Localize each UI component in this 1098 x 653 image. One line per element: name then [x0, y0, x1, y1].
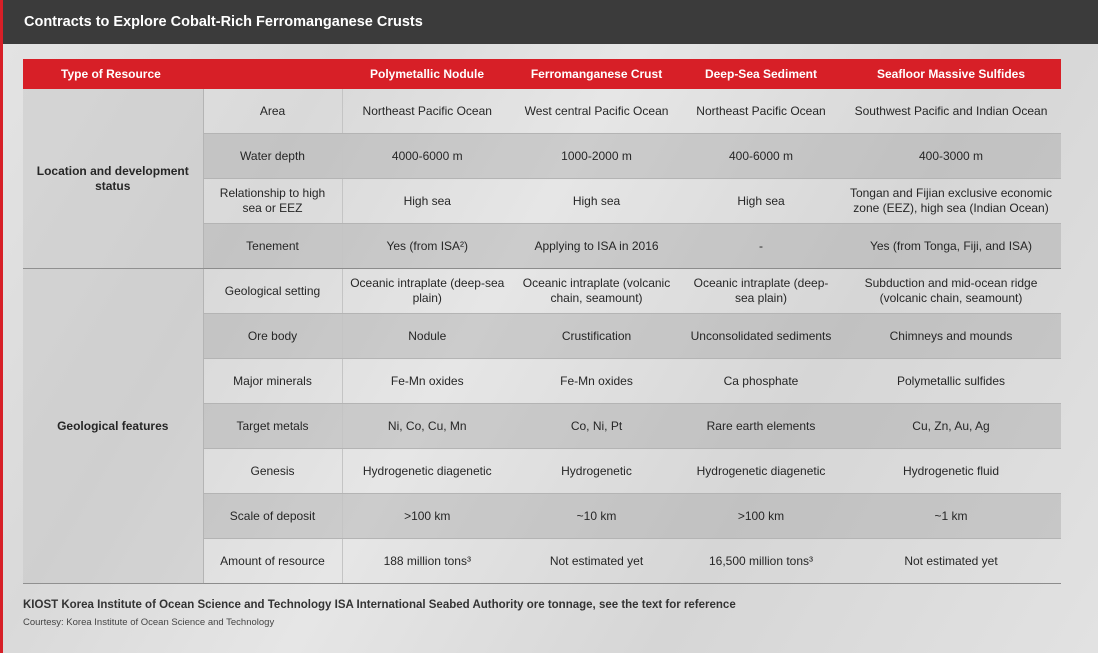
table-cell: Chimneys and mounds	[841, 314, 1061, 359]
table-cell: High sea	[681, 179, 841, 224]
row-label: Amount of resource	[203, 539, 342, 584]
column-header: Ferromanganese Crust	[512, 59, 681, 89]
table-cell: -	[681, 224, 841, 269]
credit-line: Courtesy: Korea Institute of Ocean Science and Technology	[23, 617, 275, 628]
table-cell: Co, Ni, Pt	[512, 404, 681, 449]
table-cell: 1000-2000 m	[512, 134, 681, 179]
table-row	[23, 269, 1061, 314]
row-label: Relationship to high sea or EEZ	[203, 179, 342, 224]
accent-stripe	[0, 0, 3, 653]
table-cell: 16,500 million tons³	[681, 539, 841, 584]
table-cell: Polymetallic sulfides	[841, 359, 1061, 404]
table-cell: ~10 km	[512, 494, 681, 539]
table-cell: Oceanic intraplate (deep-sea plain)	[681, 269, 841, 314]
table-body	[23, 89, 1061, 584]
table-cell: Hydrogenetic	[512, 449, 681, 494]
table-cell: Northeast Pacific Ocean	[342, 89, 512, 134]
page-title: Contracts to Explore Cobalt-Rich Ferromanganese Crusts	[24, 14, 423, 30]
table-cell: Fe-Mn oxides	[342, 359, 512, 404]
column-header: Deep-Sea Sediment	[681, 59, 841, 89]
table-cell: Hydrogenetic diagenetic	[342, 449, 512, 494]
category-cell: Location and development status	[23, 89, 203, 269]
column-header: Seafloor Massive Sulfides	[841, 59, 1061, 89]
table-cell: Hydrogenetic fluid	[841, 449, 1061, 494]
row-label: Scale of deposit	[203, 494, 342, 539]
table-cell: Oceanic intraplate (volcanic chain, seamount)	[512, 269, 681, 314]
table-cell: Not estimated yet	[512, 539, 681, 584]
row-label: Area	[203, 89, 342, 134]
table-cell: Yes (from Tonga, Fiji, and ISA)	[841, 224, 1061, 269]
row-label: Water depth	[203, 134, 342, 179]
column-header: Type of Resource	[23, 59, 342, 89]
table-cell: 400-3000 m	[841, 134, 1061, 179]
table-cell: Nodule	[342, 314, 512, 359]
table-cell: Unconsolidated sediments	[681, 314, 841, 359]
table-cell: Rare earth elements	[681, 404, 841, 449]
table-cell: 188 million tons³	[342, 539, 512, 584]
table-cell: Not estimated yet	[841, 539, 1061, 584]
table-cell: Crustification	[512, 314, 681, 359]
table-cell: High sea	[512, 179, 681, 224]
footnote: KIOST Korea Institute of Ocean Science and Technology ISA International Seabed Authority ore tonnage, see the text for reference	[23, 599, 736, 611]
table-cell: Fe-Mn oxides	[512, 359, 681, 404]
title-bar	[0, 0, 1098, 44]
category-cell: Geological features	[23, 269, 203, 584]
table-cell: Cu, Zn, Au, Ag	[841, 404, 1061, 449]
column-header: Polymetallic Nodule	[342, 59, 512, 89]
table-cell: Tongan and Fijian exclusive economic zone (EEZ), high sea (Indian Ocean)	[841, 179, 1061, 224]
table-cell: Ca phosphate	[681, 359, 841, 404]
table-cell: West central Pacific Ocean	[512, 89, 681, 134]
table-cell: Northeast Pacific Ocean	[681, 89, 841, 134]
row-label: Tenement	[203, 224, 342, 269]
table-row	[23, 89, 1061, 134]
table-cell: >100 km	[342, 494, 512, 539]
table-cell: ~1 km	[841, 494, 1061, 539]
table-cell: 4000-6000 m	[342, 134, 512, 179]
row-label: Major minerals	[203, 359, 342, 404]
table-cell: Subduction and mid-ocean ridge (volcanic chain, seamount)	[841, 269, 1061, 314]
table-cell: Ni, Co, Cu, Mn	[342, 404, 512, 449]
row-label: Target metals	[203, 404, 342, 449]
row-label: Geological setting	[203, 269, 342, 314]
resource-table	[23, 59, 1061, 584]
table-cell: >100 km	[681, 494, 841, 539]
table-cell: Southwest Pacific and Indian Ocean	[841, 89, 1061, 134]
table-cell: High sea	[342, 179, 512, 224]
table-cell: Applying to ISA in 2016	[512, 224, 681, 269]
table-header-row	[23, 59, 1061, 89]
table-cell: Yes (from ISA²)	[342, 224, 512, 269]
table-cell: Oceanic intraplate (deep-sea plain)	[342, 269, 512, 314]
table-cell: Hydrogenetic diagenetic	[681, 449, 841, 494]
table-cell: 400-6000 m	[681, 134, 841, 179]
row-label: Ore body	[203, 314, 342, 359]
row-label: Genesis	[203, 449, 342, 494]
